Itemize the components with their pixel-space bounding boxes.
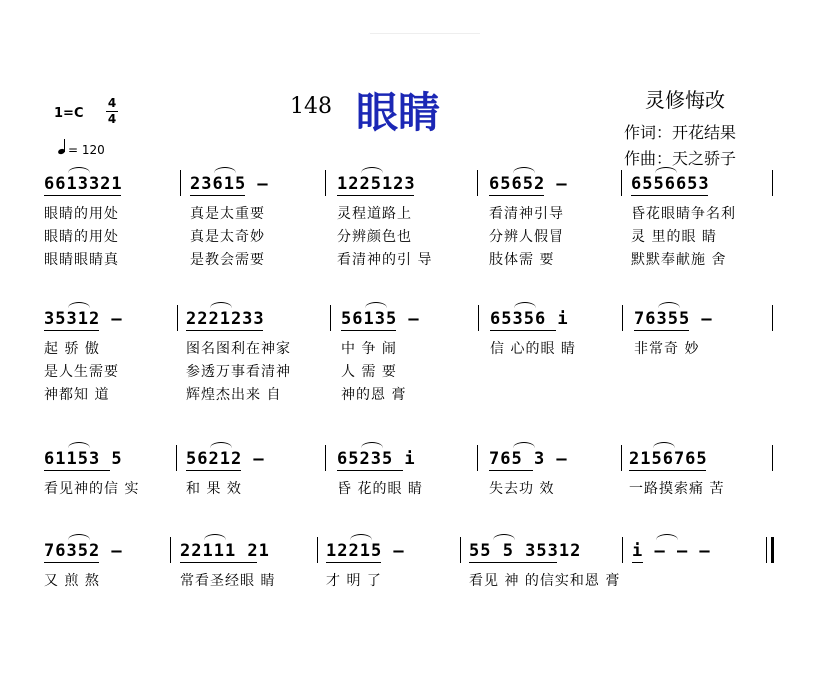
lyric-line: 起 骄 傲 — [44, 341, 100, 357]
beam-underline — [326, 562, 381, 563]
lyric-line: 看清神引导 — [489, 206, 564, 222]
measure-notes: 35312 – — [44, 309, 123, 329]
slur-arc — [68, 302, 90, 308]
barline — [180, 170, 181, 196]
measure-notes: 12215 – — [326, 541, 405, 561]
slur-arc — [204, 534, 226, 540]
lyric-line: 真是太奇妙 — [190, 229, 265, 245]
beam-underline — [190, 195, 245, 196]
slur-arc — [514, 302, 536, 308]
barline — [176, 445, 177, 471]
tempo-marking — [58, 140, 105, 157]
final-barline-thick — [771, 537, 774, 563]
beam-underline — [186, 470, 241, 471]
credit-category: 灵修悔改 — [645, 88, 725, 112]
slur-arc — [68, 167, 90, 173]
song-number: 148 — [290, 94, 332, 119]
measure-notes: i – – – — [632, 541, 711, 561]
barline — [330, 305, 331, 331]
beam-underline — [44, 470, 110, 471]
lyric-line: 分辨颜色也 — [337, 229, 412, 245]
lyric-line: 非常奇 妙 — [634, 341, 700, 357]
slur-arc — [365, 302, 387, 308]
barline — [622, 305, 623, 331]
barline — [622, 537, 623, 563]
time-signature — [104, 96, 120, 127]
beam-underline — [337, 470, 403, 471]
measure-notes: 23615 – — [190, 174, 269, 194]
lyric-line: 肢体需 要 — [489, 252, 555, 268]
barline — [477, 170, 478, 196]
lyric-line: 图名图利在神家 — [186, 341, 291, 357]
lyric-line: 常看圣经眼 睛 — [180, 573, 276, 589]
barline — [325, 170, 326, 196]
beam-underline — [629, 470, 706, 471]
barline — [621, 445, 622, 471]
beam-underline — [180, 562, 257, 563]
beam-underline — [186, 330, 263, 331]
slur-arc — [68, 442, 90, 448]
slur-arc — [68, 534, 90, 540]
lyric-line: 看见神的信 实 — [44, 481, 140, 497]
measure-notes: 6556653 — [631, 174, 710, 194]
measure-notes: 765 3 – — [489, 449, 568, 469]
measure-notes: 65652 – — [489, 174, 568, 194]
lyric-line: 是人生需要 — [44, 364, 119, 380]
song-title: 眼睛 — [356, 88, 441, 137]
beam-underline — [634, 330, 689, 331]
beam-underline — [44, 195, 121, 196]
measure-notes: 56135 – — [341, 309, 420, 329]
top-decoration-line — [370, 33, 480, 34]
composer: 作曲：天之骄子 — [624, 149, 737, 168]
beam-underline — [632, 562, 643, 563]
lyric-line: 眼睛的用处 — [44, 229, 119, 245]
slur-arc — [653, 442, 675, 448]
lyric-line: 神都知 道 — [44, 387, 110, 403]
barline — [317, 537, 318, 563]
measure-notes: 76355 – — [634, 309, 713, 329]
measure-notes: 6613321 — [44, 174, 123, 194]
barline — [477, 445, 478, 471]
measure-notes: 65356 i — [490, 309, 569, 329]
slur-arc — [655, 167, 677, 173]
measure-notes: 61153 5 — [44, 449, 123, 469]
lyric-line: 分辨人假冒 — [489, 229, 564, 245]
measure-notes: 56212 – — [186, 449, 265, 469]
slur-arc — [210, 302, 232, 308]
lyric-line: 灵 里的眼 睛 — [631, 229, 717, 245]
quarter-note-icon — [58, 140, 68, 154]
lyric-line: 又 煎 熬 — [44, 573, 100, 589]
slur-arc — [513, 167, 535, 173]
lyric-line: 信 心的眼 睛 — [490, 341, 576, 357]
barline — [177, 305, 178, 331]
beam-underline — [337, 195, 414, 196]
time-sig-bottom: 4 — [107, 112, 117, 126]
lyric-line: 眼睛眼睛真 — [44, 252, 119, 268]
lyric-line: 失去功 效 — [489, 481, 555, 497]
lyric-line: 看清神的引 导 — [337, 252, 433, 268]
measure-notes: 76352 – — [44, 541, 123, 561]
lyric-line: 看见 神 的信实和恩 膏 — [469, 573, 621, 589]
beam-underline — [490, 330, 556, 331]
final-barline-thin — [766, 537, 767, 563]
barline — [621, 170, 622, 196]
beam-underline — [631, 195, 708, 196]
lyric-line: 神的恩 膏 — [341, 387, 407, 403]
lyricist: 作词：开花结果 — [624, 123, 737, 142]
beam-underline — [44, 562, 99, 563]
time-sig-top: 4 — [107, 96, 117, 110]
lyric-line: 辉煌杰出来 自 — [186, 387, 282, 403]
lyric-line: 中 争 闹 — [341, 341, 397, 357]
lyric-line: 眼睛的用处 — [44, 206, 119, 222]
measure-notes: 65235 i — [337, 449, 416, 469]
beam-underline — [489, 195, 544, 196]
lyric-line: 昏 花的眼 睛 — [337, 481, 423, 497]
barline — [478, 305, 479, 331]
key-signature: 1=C — [54, 106, 84, 121]
measure-notes: 2156765 — [629, 449, 708, 469]
slur-arc — [350, 534, 372, 540]
tempo-value: = 120 — [68, 143, 105, 157]
beam-underline — [341, 330, 396, 331]
lyric-line: 默默奉献施 舍 — [631, 252, 727, 268]
lyric-line: 和 果 效 — [186, 481, 242, 497]
measure-notes: 1225123 — [337, 174, 416, 194]
beam-underline — [469, 562, 557, 563]
slur-arc — [658, 302, 680, 308]
measure-notes: 55 5 35312 — [469, 541, 582, 561]
barline — [772, 305, 773, 331]
barline — [460, 537, 461, 563]
lyric-line: 才 明 了 — [326, 573, 382, 589]
barline — [772, 445, 773, 471]
lyric-line: 灵程道路上 — [337, 206, 412, 222]
lyric-line: 人 需 要 — [341, 364, 397, 380]
beam-underline — [44, 330, 99, 331]
barline — [325, 445, 326, 471]
lyric-line: 真是太重要 — [190, 206, 265, 222]
slur-arc — [361, 442, 383, 448]
slur-arc — [656, 534, 678, 540]
lyric-line: 参透万事看清神 — [186, 364, 291, 380]
lyric-line: 昏花眼睛争名利 — [631, 206, 736, 222]
lyric-line: 一路摸索痛 苦 — [629, 481, 725, 497]
measure-notes: 2221233 — [186, 309, 265, 329]
beam-underline — [489, 470, 533, 471]
lyric-line: 是教会需要 — [190, 252, 265, 268]
slur-arc — [214, 167, 236, 173]
slur-arc — [493, 534, 515, 540]
measure-notes: 22111 21 — [180, 541, 270, 561]
barline — [170, 537, 171, 563]
slur-arc — [513, 442, 535, 448]
barline — [772, 170, 773, 196]
slur-arc — [361, 167, 383, 173]
slur-arc — [210, 442, 232, 448]
